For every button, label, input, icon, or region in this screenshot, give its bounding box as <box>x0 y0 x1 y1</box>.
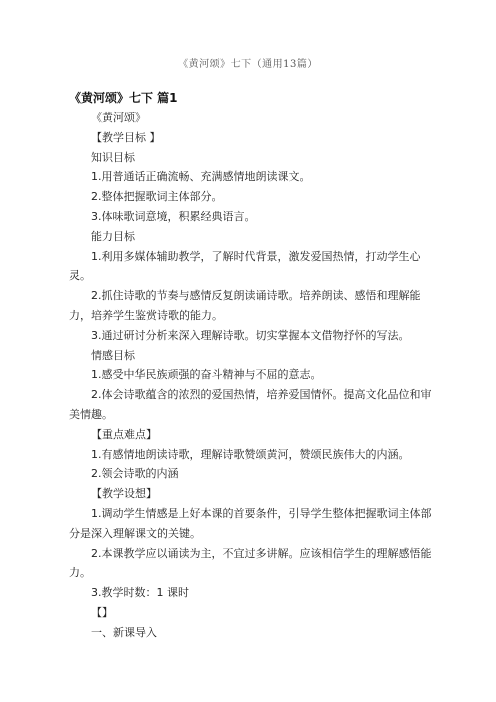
paragraph: 2.体会诗歌蕴含的浓烈的爱国热情，培养爱国情怀。提高文化品位和审美情趣。 <box>69 388 432 421</box>
paragraph: 3.通过研讨分析来深入理解诗歌。切实掌握本文借物抒怀的写法。 <box>91 328 410 342</box>
section-heading: 【重点难点】 <box>91 427 157 441</box>
paragraph: 2.整体把握歌词主体部分。 <box>91 190 223 204</box>
paragraph: 1.利用多媒体辅助教学，了解时代背景，激发爱国热情，打动学生心灵。 <box>69 249 421 283</box>
paragraph: 1.用普通话正确流畅、充满感情地朗读课文。 <box>91 170 311 184</box>
subheading: 知识目标 <box>91 150 135 164</box>
subheading: 能力目标 <box>91 229 135 243</box>
page-header: 《黄河颂》七下（通用13篇） <box>178 59 318 70</box>
paragraph: 3.体味歌词意境，积累经典语言。 <box>91 209 256 223</box>
paragraph: 1.有感情地朗读诗歌，理解诗歌赞颂黄河，赞颂民族伟大的内涵。 <box>91 447 410 461</box>
paragraph: 《黄河颂》 <box>91 111 146 124</box>
paragraph: 2.抓住诗歌的节奏与感情反复朗读诵诗歌。培养朗读、感悟和理解能力，培养学生鉴赏诗歌的能力。 <box>69 289 421 322</box>
document-title: 《黄河颂》七下 篇1 <box>69 91 178 105</box>
section-heading: 【教学目标 】 <box>91 130 161 144</box>
document-body <box>69 108 435 643</box>
section-heading: 【教学设想】 <box>91 487 157 501</box>
subheading: 情感目标 <box>91 348 135 362</box>
paragraph: 2.领会诗歌的内涵 <box>91 467 179 481</box>
section-heading: 【】 <box>91 605 113 619</box>
subheading: 一、新课导入 <box>91 625 157 639</box>
paragraph: 1.感受中华民族顽强的奋斗精神与不屈的意志。 <box>91 368 322 382</box>
paragraph: 1.调动学生情感是上好本课的首要条件，引导学生整体把握歌词主体部分是深入理解课文的关键。 <box>69 506 432 540</box>
paragraph: 3.教学时数：1 课时 <box>91 586 189 600</box>
paragraph: 2.本课教学应以诵读为主，不宜过多讲解。应该相信学生的理解感悟能力。 <box>69 546 432 580</box>
